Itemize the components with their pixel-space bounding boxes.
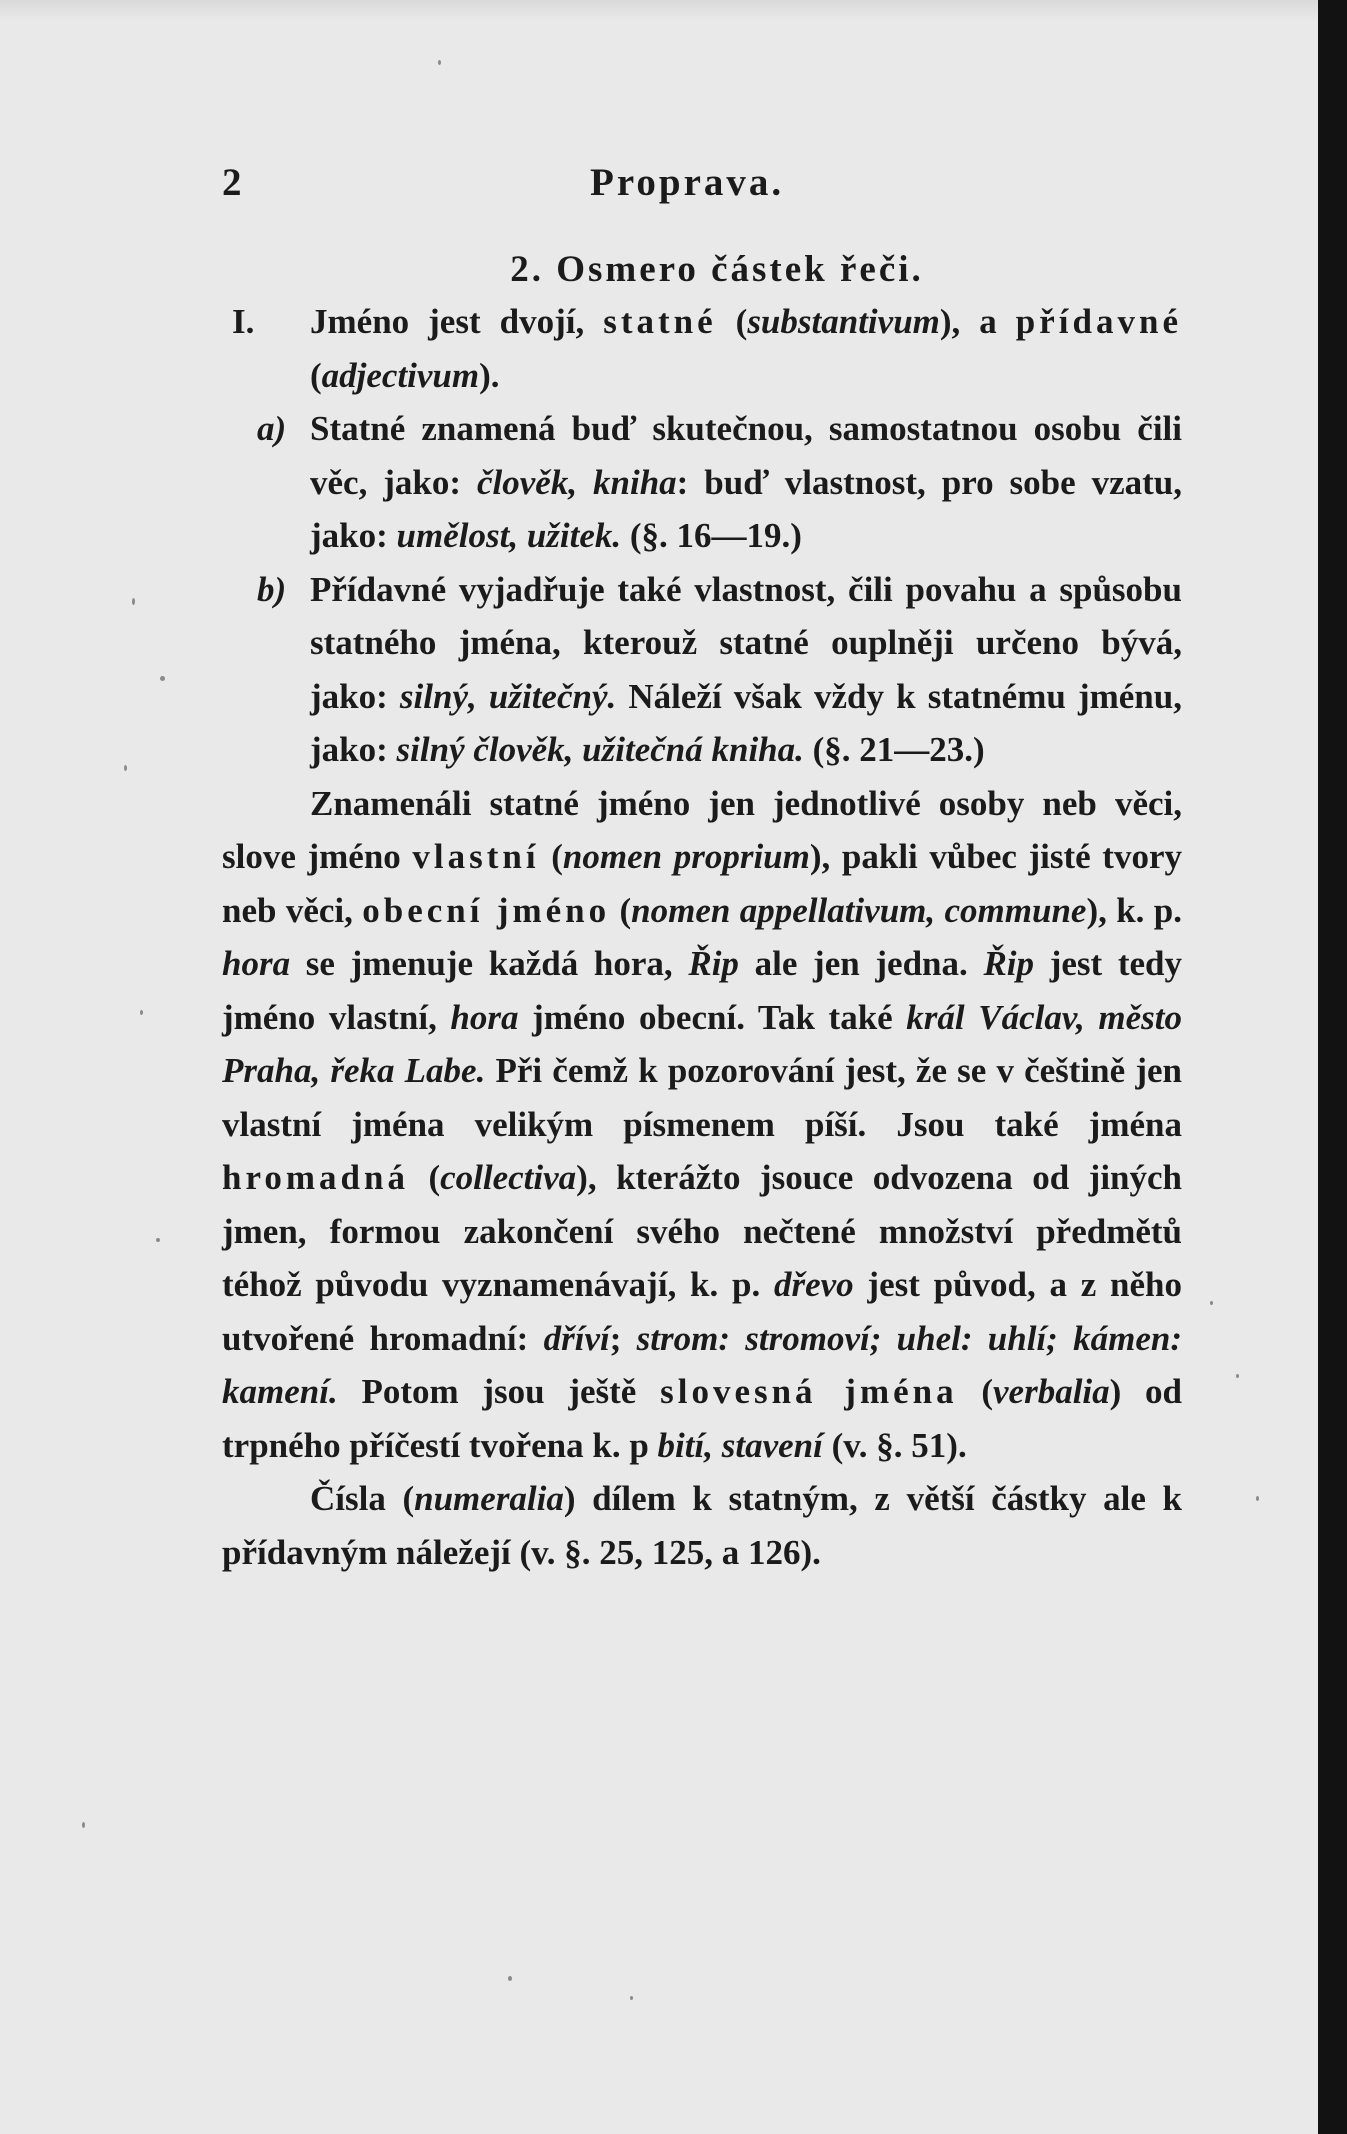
list-item-pridavne: b) Přídavné vyjadřuje také vlastnost, čili povahu a spůsobu statného jména, kterouž statné ouplněji určeno bývá, jako: silný, užitečný. Náleží však vždy k statnému jménu, jako: silný člověk, užitečná kniha. (§. 21—23.) xyxy=(222,563,1182,777)
paragraph-cisla: Čísla (numeralia) dílem k statným, z větší částky ale k přídavným náležejí (v. §. 25, 125, a 126). xyxy=(222,1479,1182,1572)
running-head xyxy=(222,160,1182,230)
item-marker: I. xyxy=(232,302,255,341)
scan-speck xyxy=(160,676,165,681)
scan-speck xyxy=(124,765,127,771)
scan-speck xyxy=(438,60,441,65)
page-content xyxy=(222,160,1182,1579)
scan-speck xyxy=(132,598,135,605)
scan-speck xyxy=(630,1996,633,2000)
item-marker: a) xyxy=(257,409,287,448)
item-marker: b) xyxy=(257,569,287,609)
scan-speck xyxy=(1256,1496,1259,1501)
scan-top-edge xyxy=(0,0,1318,22)
scan-speck xyxy=(1236,1374,1239,1378)
scan-speck xyxy=(1210,1301,1213,1305)
scan-speck xyxy=(508,1976,512,1981)
page-number: 2 xyxy=(222,161,242,204)
section-heading: 2. Osmero částek řeči. xyxy=(510,249,924,290)
paragraph-vlastni-obecni: Znamenáli statné jméno jen jednotlivé osoby neb věci, slove jméno vlastní (nomen proprium), pakli vůbec jisté tvory neb věci, obecní jméno (nomen appellativum, commune), k. p. hora se jmenuje každá hora, Řip ale jen jedna. Řip jest tedy jméno vlastní, hora jméno obecní. Tak také král Václav, město Praha, řeka Labe. Při čemž k pozorování jest, že se v češtině jen vlastní jména velikým písmenem píší. Jsou také jména hromadná (collectiva), kterážto jsouce odvozena od jiných jmen, formou zakončení svého nečtené množství předmětů téhož původu vyznamenávají, k. p. dřevo jest původ, a z něho utvořené hromadní: dříví; strom: stromoví; uhel: uhlí; kámen: kamení. Potom jsou ještě slovesná jména (verbalia) od trpného příčestí tvořena k. p bití, stavení (v. §. 51). xyxy=(222,783,1183,1465)
scan-dark-edge xyxy=(1318,0,1347,2134)
list-item-jmeno: I. Jméno jest dvojí, statné (substantivum), a přídavné (adjectivum). xyxy=(222,295,1182,402)
scan-speck xyxy=(82,1822,85,1828)
scan-speck xyxy=(140,1010,143,1015)
scan-speck xyxy=(156,1238,160,1242)
running-title: Proprava. xyxy=(590,161,785,204)
list-item-statne: a) Statné znamená buď skutečnou, samostatnou osobu čili věc, jako: člověk, kniha: buď vlastnost, pro sobe vzatu, jako: umělost, užitek. (§. 16—19.) xyxy=(222,402,1182,563)
